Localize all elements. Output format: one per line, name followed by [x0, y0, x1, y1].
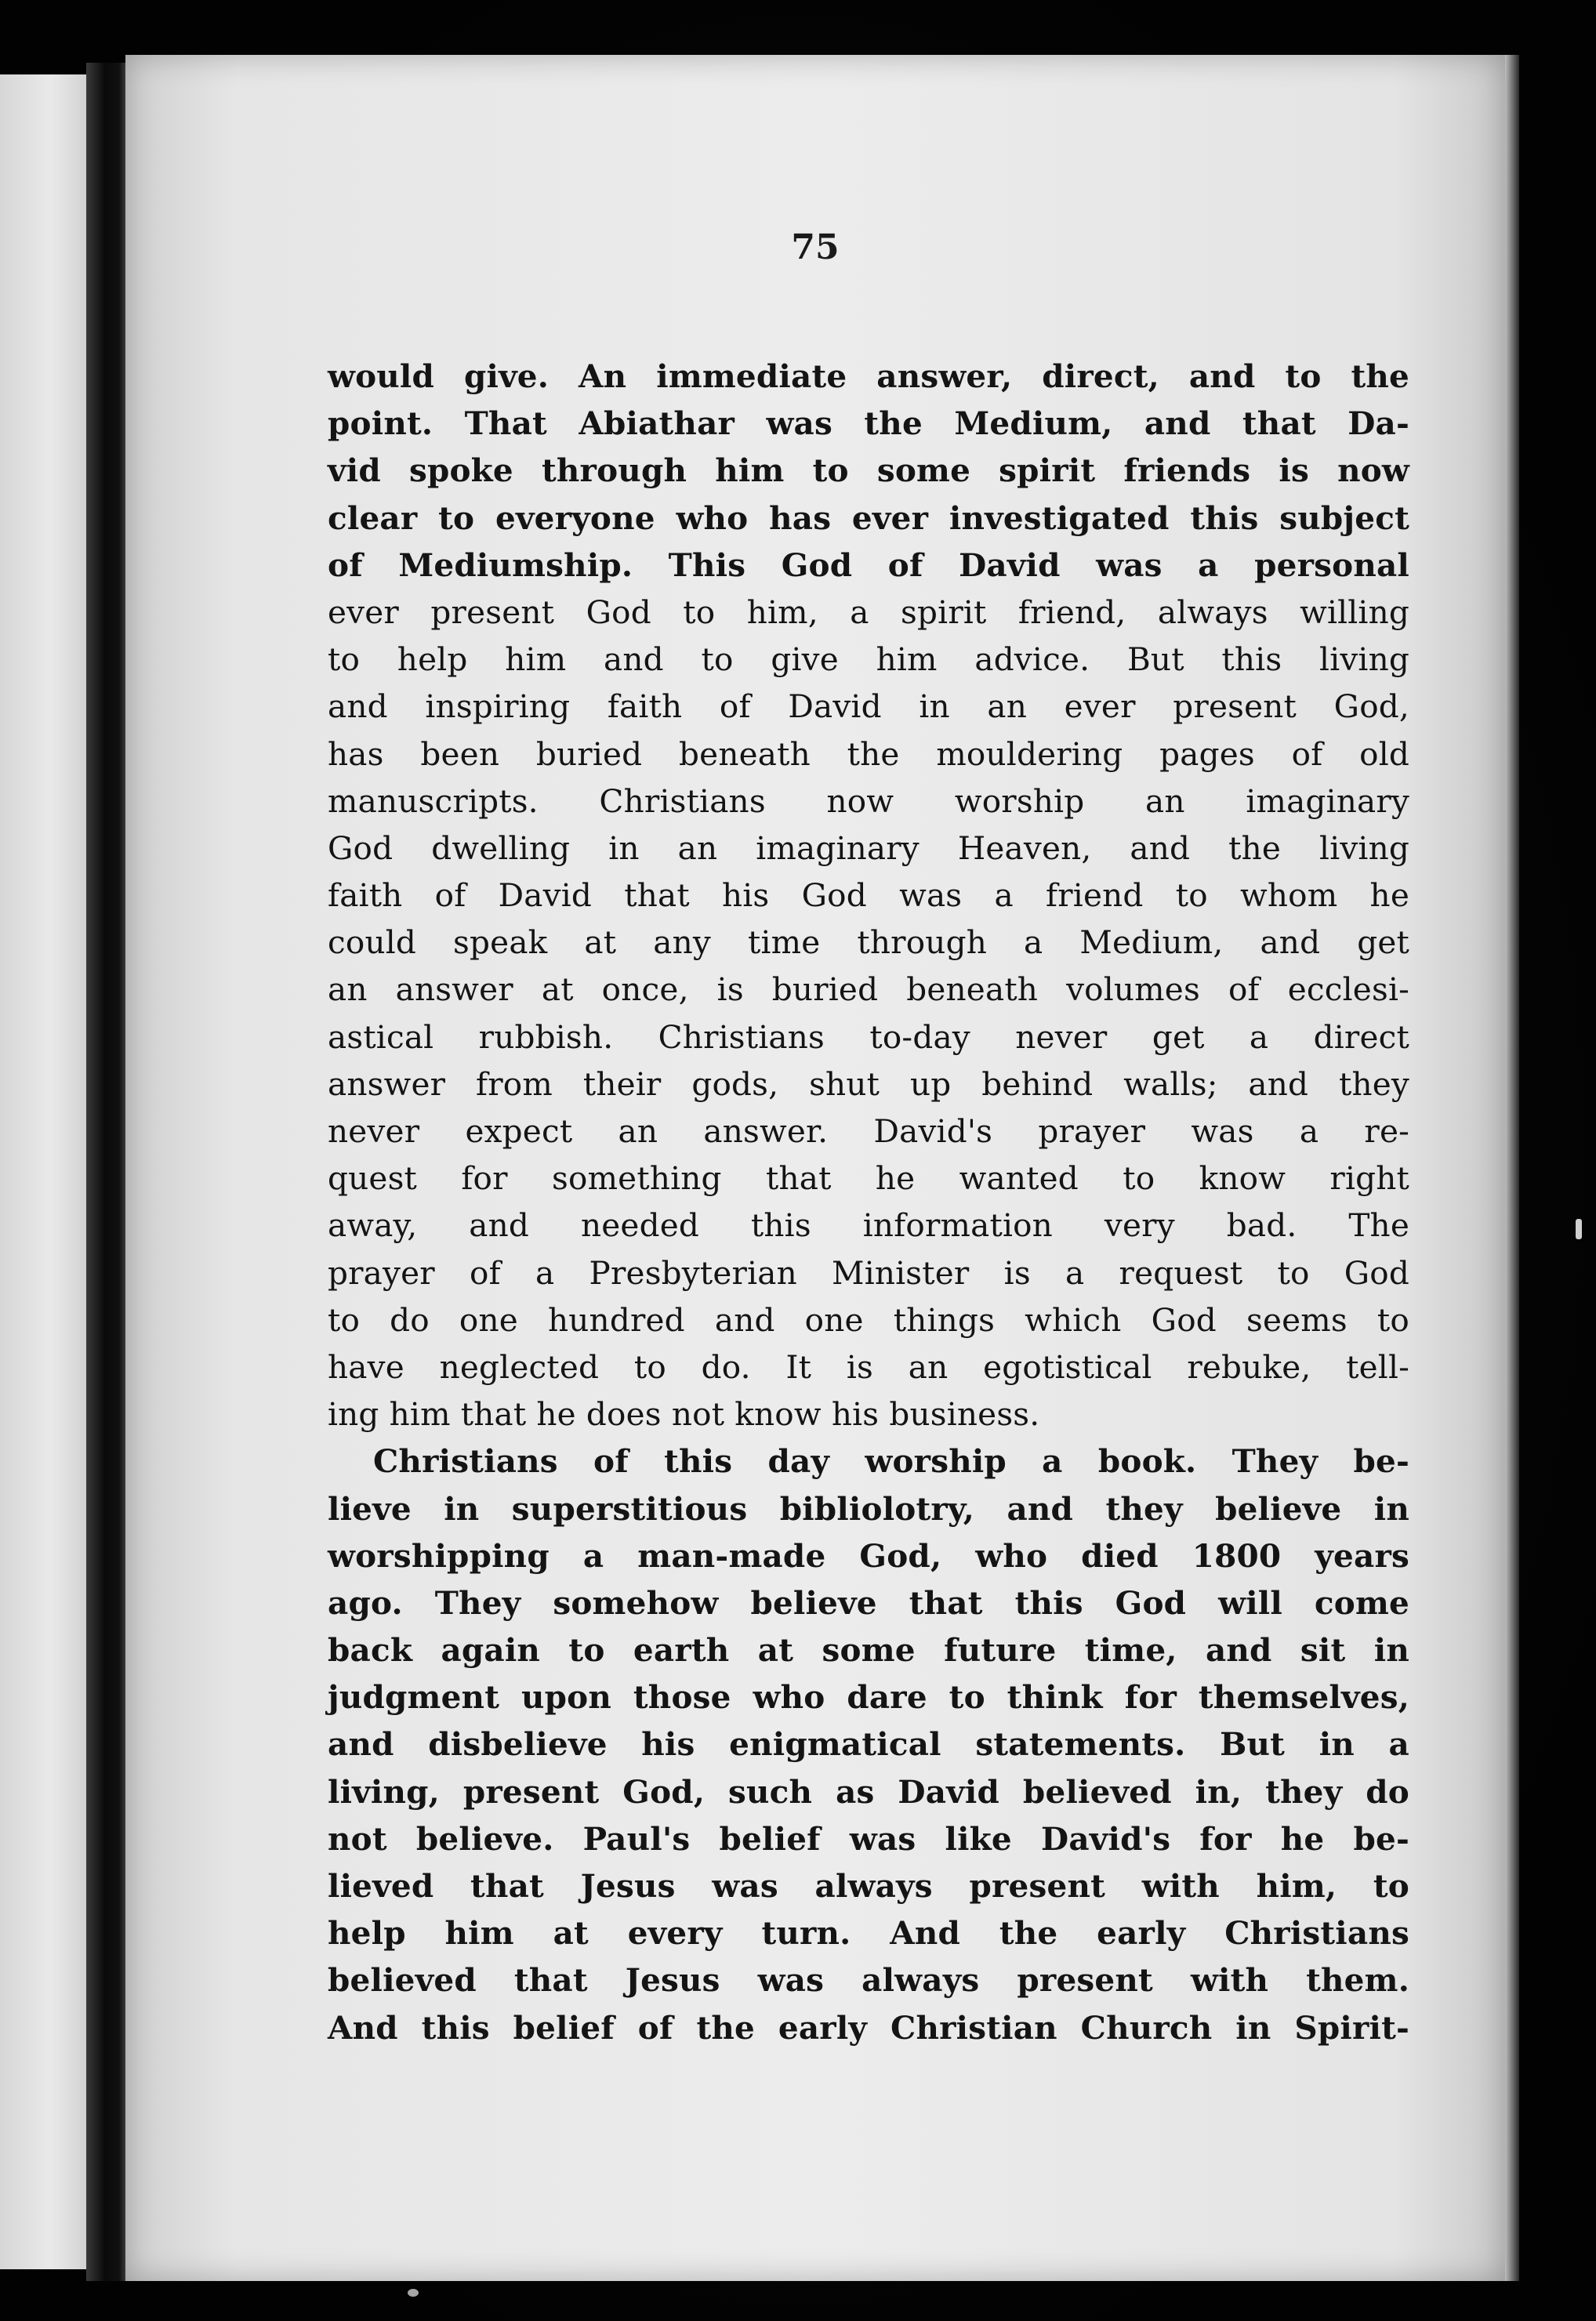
film-speck — [1576, 1219, 1582, 1239]
text-line: and disbelieve his enigmatical statements. But in a — [328, 1725, 1409, 1764]
text-line: faith of David that his God was a friend to whom he — [328, 876, 1409, 915]
text-line: Christians of this day worship a book. They be- — [373, 1442, 1409, 1481]
text-line: believed that Jesus was always present with them. — [328, 1961, 1409, 2000]
body-text — [328, 353, 1409, 2051]
text-line: lieve in superstitious bibliolotry, and they believe in — [328, 1489, 1409, 1528]
text-line: to help him and to give him advice. But this living — [328, 640, 1409, 679]
text-line: astical rubbish. Christians to-day never get a direct — [328, 1017, 1409, 1056]
text-line: And this belief of the early Christian Church in Spirit- — [328, 2008, 1409, 2047]
text-line: clear to everyone who has ever investigated this subject — [328, 499, 1409, 537]
text-line: away, and needed this information very bad. The — [328, 1206, 1409, 1245]
text-line: not believe. Paul's belief was like David's for he be- — [328, 1819, 1409, 1858]
text-line: ing him that he does not know his business. — [328, 1395, 1040, 1434]
text-line: manuscripts. Christians now worship an imaginary — [328, 782, 1409, 820]
text-line: never expect an answer. David's prayer was a re- — [328, 1112, 1409, 1150]
text-line: answer from their gods, shut up behind walls; and they — [328, 1064, 1409, 1103]
text-line: vid spoke through him to some spirit friends is now — [328, 452, 1409, 490]
text-line: help him at every turn. And the early Christians — [328, 1914, 1409, 1953]
text-line: could speak at any time through a Medium, and get — [328, 923, 1409, 962]
page-right-edge — [1505, 55, 1519, 2281]
text-line: and inspiring faith of David in an ever present God, — [328, 687, 1409, 726]
text-line: quest for something that he wanted to know right — [328, 1159, 1409, 1198]
text-line: judgment upon those who dare to think for themselves, — [328, 1678, 1409, 1717]
text-line: an answer at once, is buried beneath volumes of ecclesi- — [328, 970, 1409, 1009]
book-page — [125, 55, 1505, 2281]
text-line: have neglected to do. It is an egotistical rebuke, tell- — [328, 1347, 1409, 1386]
text-line: prayer of a Presbyterian Minister is a request to God — [328, 1253, 1409, 1292]
text-line: point. That Abiathar was the Medium, and that Da- — [328, 404, 1409, 443]
text-line: back again to earth at some future time, and sit in — [328, 1631, 1409, 1670]
text-line: of Mediumship. This God of David was a personal — [328, 546, 1409, 584]
facing-page-edge — [0, 74, 92, 2269]
text-line: living, present God, such as David believed in, they do — [328, 1772, 1409, 1811]
text-line: has been buried beneath the mouldering pages of old — [328, 734, 1409, 773]
text-line: would give. An immediate answer, direct, and to the — [328, 357, 1409, 395]
text-line: lieved that Jesus was always present with him, to — [328, 1867, 1409, 1905]
text-line: God dwelling in an imaginary Heaven, and the living — [328, 829, 1409, 867]
page-number: 75 — [791, 227, 840, 267]
text-line: ago. They somehow believe that this God will come — [328, 1583, 1409, 1622]
text-line: ever present God to him, a spirit friend, always willing — [328, 593, 1409, 631]
film-dust — [408, 2289, 419, 2297]
text-line: worshipping a man-made God, who died 1800 years — [328, 1536, 1409, 1575]
text-line: to do one hundred and one things which God seems to — [328, 1300, 1409, 1339]
